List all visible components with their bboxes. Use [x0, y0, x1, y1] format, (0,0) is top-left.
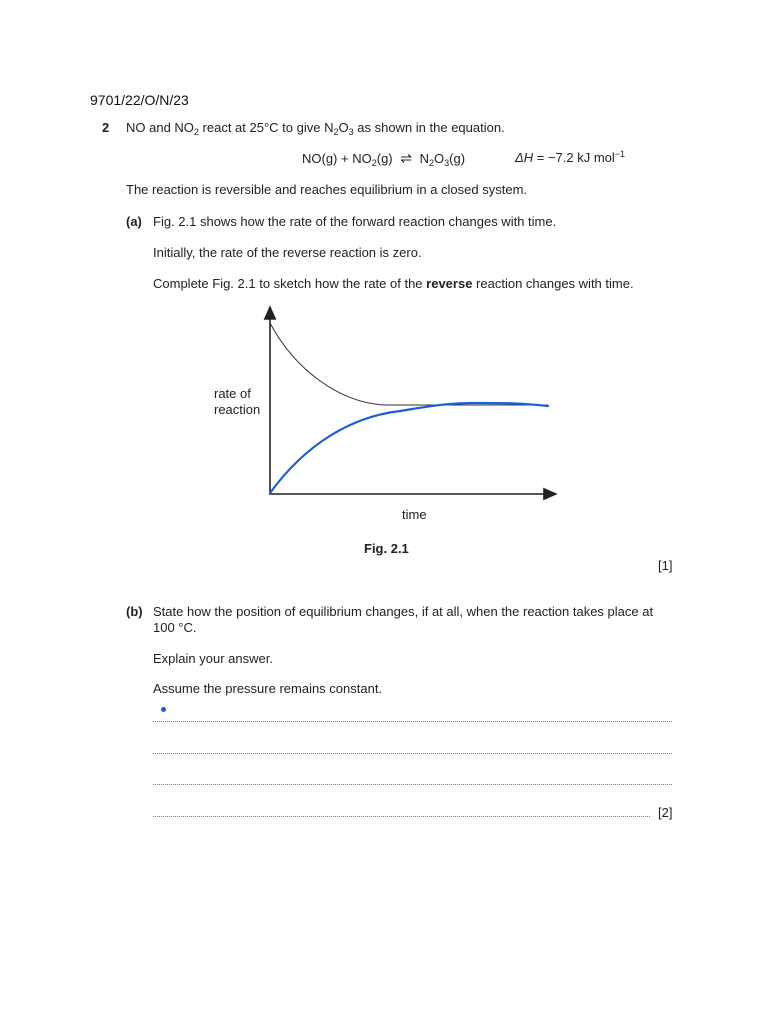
part-b-label: (b) [126, 604, 143, 619]
equilibrium-arrow-icon: ⇌ [400, 150, 412, 166]
question-intro: NO and $NO_2$ react at 25°C to give $N_2O_3$ as shown in the equation. [126, 120, 505, 137]
part-b-line1: State how the position of equilibrium changes, if at all, when the reaction takes place at [153, 604, 654, 619]
part-a-label: (a) [126, 214, 142, 229]
forward-rate-curve [270, 323, 548, 405]
part-b-line2: Explain your answer. [153, 651, 273, 666]
y-axis-label-line2: reaction [214, 402, 261, 417]
part-b-line1b: 100 °C. [153, 620, 197, 635]
part-b-marks: [2] [658, 805, 673, 820]
reversible-statement: The reaction is reversible and reaches equilibrium in a closed system. [126, 182, 528, 197]
paper-code: 9701/22/O/N/23 [90, 92, 189, 108]
reverse-rate-curve [270, 403, 548, 493]
part-a-line1: Fig. 2.1 shows how the rate of the forward reaction changes with time. [153, 214, 557, 229]
part-b-line3: Assume the pressure remains constant. [153, 681, 383, 696]
enthalpy-change: ΔH = −7.2 kJ mol$^{-1}$ [515, 149, 626, 165]
y-axis-label-line1: rate of [214, 386, 251, 401]
answer-line-4[interactable] [153, 816, 650, 817]
answer-line-1[interactable] [153, 721, 672, 722]
part-a-line2: Initially, the rate of the reverse reaction is zero. [153, 245, 422, 260]
part-a-marks: [1] [658, 558, 673, 573]
chemical-equation: $NO(g) + NO_2(g)$ ⇌ $N_2O_3(g)$ [302, 150, 466, 168]
answer-line-2[interactable] [153, 753, 672, 754]
figure-caption: Fig. 2.1 [364, 541, 409, 556]
answer-line-3[interactable] [153, 784, 672, 785]
part-a-line3: Complete Fig. 2.1 to sketch how the rate of the reverse reaction changes with time. [153, 276, 634, 291]
question-number: 2 [102, 120, 110, 135]
answer-bullet-dot [161, 707, 166, 712]
x-axis-label: time [402, 507, 427, 522]
